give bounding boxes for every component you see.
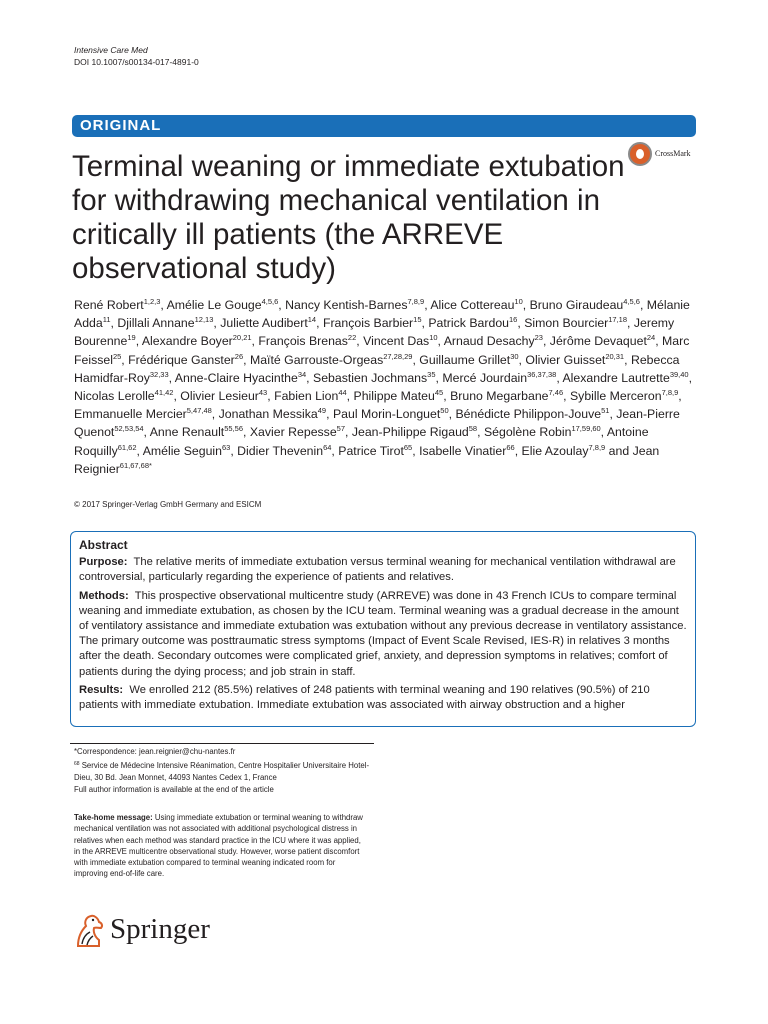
- correspondence-note: [74, 746, 384, 796]
- author-name: Fabien Lion: [274, 389, 339, 404]
- author-affiliation: 17,59,60: [571, 424, 601, 434]
- author-name: Mercé Jourdain: [442, 370, 528, 385]
- author-list: René Robert$^{1,2,3}$, Amélie Le Gouge$^{4,5,6}$, Nancy Kentish-Barnes$^{7,8,9}$, Alice Cottereau$^{10}$, Bruno Giraudeau$^{4,5,6}$, Mélanie Adda$^{11}$, Djillali Annane$^{12,13}$, Juliette Audibert$^{14}$, François Barbier$^{15}$, Patrick Bardou$^{16}$, Simon Bourcier$^{17,18}$, Jeremy Bourenne$^{19}$, Alexandre Boyer$^{20,21}$, François Brenas$^{22}$, Vincent Das$^{10}$, Arnaud Desachy$^{23}$, Jérôme Devaquet$^{24}$, Marc Feissel$^{25}$, Frédérique Ganster$^{26}$, Maïté Garrouste-Orgeas$^{27,28,29}$, Guillaume Grillet$^{30}$, Olivier Guisset$^{20,31}$, Rebecca Hamidfar-Roy$^{32,33}$, Anne-Claire Hyacinthe$^{34}$, Sebastien Jochmans$^{35}$, Mercé Jourdain$^{36,37,38}$, Alexandre Lautrette$^{39,40}$, Nicolas Lerolle$^{41,42}$, Olivier Lesieur$^{43}$, Fabien Lion$^{44}$, Philippe Mateu$^{45}$, Bruno Megarbane$^{7,46}$, Sybille Merceron$^{7,8,9}$, Emmanuelle Mercier$^{5,47,48}$, Jonathan Messika$^{49}$, Paul Morin-Longuet$^{50}$, Bénédicte Philippon-Jouve$^{51}$, Jean-Pierre Quenot$^{52,53,54}$, Anne Renault$^{55,56}$, Xavier Repesse$^{57}$, Jean-Philippe Rigaud$^{58}$, Ségolène Robin$^{17,59,60}$, Antoine Roquilly$^{61,62}$, Amélie Seguin$^{63}$, Didier Thevenin$^{64}$, Patrice Tirot$^{65}$, Isabelle Vinatier$^{66}$, Elie Azoulay$^{7,8,9}$ and Jean Reignier$^{61,67,68*}$: [74, 297, 693, 476]
- author-affiliation: 27,28,29: [383, 351, 413, 361]
- author-name: François Brenas: [258, 334, 348, 349]
- author-affiliation: 32,33: [149, 369, 169, 379]
- author-affiliation: 36,37,38: [527, 369, 557, 379]
- author-affiliation: 17,18: [608, 315, 628, 325]
- author-affiliation: 19: [127, 333, 136, 343]
- takehome-label: Take-home message:: [74, 813, 153, 822]
- author-affiliation: 11: [102, 315, 111, 325]
- author-name: Anne Renault: [149, 425, 225, 440]
- author-affiliation: 7,8,9: [588, 442, 606, 452]
- springer-horse-icon: [72, 912, 106, 948]
- author-affiliation: 20,21: [232, 333, 252, 343]
- author-affiliation: 57: [336, 424, 346, 434]
- doi[interactable]: DOI 10.1007/s00134-017-4891-0: [74, 57, 199, 67]
- article-title: Terminal weaning or immediate extubation for withdrawing mechanical ventilation in critically ill patients (the ARREVE observational study): [72, 150, 625, 285]
- author-affiliation: 23: [534, 333, 543, 343]
- author-name: Antoine Roquilly: [74, 425, 649, 458]
- author-name: Jean-Philippe Rigaud: [351, 425, 469, 440]
- author-name: Jérôme Devaquet: [549, 334, 647, 349]
- article-type-banner: [72, 115, 696, 137]
- author-name: Olivier Guisset: [525, 352, 606, 367]
- journal-header: [74, 44, 199, 68]
- author-affiliation: 65: [403, 442, 413, 452]
- author-name: Emmanuelle Mercier: [74, 407, 187, 422]
- author-name: Nancy Kentish-Barnes: [285, 298, 408, 312]
- author-name: Jean Reignier: [74, 443, 660, 476]
- author-affiliation: 63: [221, 442, 231, 452]
- take-home-message: [74, 812, 364, 880]
- aff-number: 68: [74, 761, 80, 767]
- author-name: Bénédicte Philippon-Jouve: [455, 407, 602, 422]
- author-name: Xavier Repesse: [249, 425, 337, 440]
- author-affiliation: 55,56: [224, 424, 244, 434]
- author-name: Patrice Tirot: [338, 443, 404, 458]
- author-affiliation: 34: [297, 369, 307, 379]
- publisher-name: Springer: [110, 913, 210, 945]
- copyright: © 2017 Springer-Verlag GmbH Germany and ESICM: [74, 500, 262, 509]
- author-affiliation: 41,42: [154, 388, 174, 398]
- author-affiliation: 4,5,6: [261, 297, 279, 306]
- author-name: Alexandre Lautrette: [562, 370, 670, 385]
- author-name: Rebecca Hamidfar-Roy: [74, 352, 680, 385]
- author-affiliation: 4,5,6: [623, 297, 640, 306]
- author-affiliation: 39,40: [669, 369, 689, 379]
- author-affiliation: 61,62: [117, 442, 137, 452]
- author-name: Sebastien Jochmans: [313, 370, 428, 385]
- article-type-label: ORIGINAL: [80, 117, 162, 134]
- abstract-results: [79, 683, 687, 713]
- author-affiliation: 44: [338, 388, 347, 398]
- author-affiliation: 15: [413, 315, 422, 325]
- author-name: Guillaume Grillet: [419, 352, 511, 367]
- author-name: Bruno Megarbane: [450, 389, 549, 404]
- author-name: Jeremy Bourenne: [74, 316, 675, 349]
- author-affiliation: 51: [601, 406, 610, 416]
- abstract-methods: [79, 589, 687, 680]
- author-name: Nicolas Lerolle: [74, 389, 155, 404]
- correspondence-email[interactable]: *Correspondence: jean.reignier@chu-nantes.fr: [74, 747, 236, 756]
- author-name: Amélie Le Gouge: [166, 298, 262, 312]
- author-name: Elie Azoulay: [521, 443, 589, 458]
- abstract-heading: Abstract: [79, 538, 128, 552]
- abstract-purpose: [79, 555, 687, 585]
- author-affiliation: 35: [427, 369, 436, 379]
- author-name: Didier Thevenin: [237, 443, 324, 458]
- author-name: Alexandre Boyer: [141, 334, 233, 349]
- author-affiliation: 50: [440, 406, 449, 416]
- abstract-box: [70, 531, 696, 727]
- author-name: Marc Feissel: [74, 334, 690, 367]
- author-name: Amélie Seguin: [142, 443, 222, 458]
- author-affiliation: 30: [510, 351, 519, 361]
- author-affiliation: 14: [307, 315, 317, 325]
- author-affiliation: 49: [317, 406, 327, 416]
- purpose-label: Purpose:: [79, 556, 128, 569]
- author-name: Paul Morin-Longuet: [332, 407, 441, 422]
- full-author-info: Full author information is available at the end of the article: [74, 785, 274, 794]
- author-name: Sybille Merceron: [569, 389, 662, 404]
- author-name: Bruno Giraudeau: [529, 298, 624, 312]
- results-label: Results:: [79, 683, 124, 696]
- author-affiliation: 20,31: [605, 351, 625, 361]
- author-affiliation: 52,53,54: [114, 424, 144, 434]
- author-affiliation: 45: [434, 388, 444, 398]
- author-name: René Robert: [74, 298, 144, 312]
- author-name: Jonathan Messika: [218, 407, 318, 422]
- author-name: Philippe Mateu: [353, 389, 435, 404]
- author-affiliation: 58: [468, 424, 478, 434]
- results-text: We enrolled 212 (85.5%) relatives of 248 patients with terminal weaning and 190 relatives (90.5%) of 210 patients with immediate extubation. Immediate extubation was associated with airway obstruction and a higher: [79, 683, 650, 712]
- footnote-divider: [70, 743, 374, 744]
- takehome-text: Using immediate extubation or terminal weaning to withdraw mechanical ventilation was not associated with additional psychological distress in relatives when each method was standard practice in the ICU where it was applied, in the ARREVE multicentre observational study. However, worse patient discomfort with immediate extubation compared to terminal weaning indicated room for improving end-of-life care.: [74, 813, 363, 879]
- author-affiliation: 61,67,68*: [119, 460, 152, 470]
- crossmark-label: CrossMark: [655, 149, 691, 158]
- author-name: Simon Bourcier: [524, 316, 609, 331]
- author-affiliation: 7,8,9: [407, 297, 425, 306]
- author-name: François Barbier: [322, 316, 414, 331]
- author-affiliation: 7,8,9: [661, 388, 679, 398]
- purpose-text: The relative merits of immediate extubation versus terminal weaning for mechanical ventilation withdrawal are controversial, particularly regarding the experience of patients and relatives.: [79, 556, 676, 584]
- author-name: Djillali Annane: [117, 316, 195, 331]
- author-affiliation: 64: [323, 442, 332, 452]
- author-conjunction: and: [608, 443, 630, 458]
- author-name: Frédérique Ganster: [128, 352, 235, 367]
- author-name: Anne-Claire Hyacinthe: [174, 370, 298, 385]
- author-name: Juliette Audibert: [220, 316, 308, 331]
- methods-label: Methods:: [79, 589, 129, 602]
- author-affiliation: 24: [646, 333, 656, 343]
- author-affiliation: 26: [234, 351, 244, 361]
- author-name: Olivier Lesieur: [180, 389, 259, 404]
- journal-name: Intensive Care Med: [74, 45, 148, 55]
- author-name: Alice Cottereau: [430, 298, 515, 312]
- author-name: Vincent Das: [363, 334, 430, 349]
- author-name: Mélanie Adda: [74, 298, 690, 331]
- author-name: Arnaud Desachy: [443, 334, 535, 349]
- methods-text: This prospective observational multicentre study (ARREVE) was done in 43 French ICUs to compare terminal weaning and immediate extubation, as chosen by the ICU team. Terminal weaning was a gradual decrease in the amount of ventilatory assistance and immediate extubation was extubation without any previous decrease in ventilatory assistance. The primary outcome was posttraumatic stress symptoms (Impact of Event Scale Revised, IES-R) in relatives 3 months after the death. Secondary outcomes were complicated grief, anxiety, and depression symptoms in relatives; comfort of patients during the dying process; and job strain in staff.: [79, 589, 687, 678]
- author-affiliation: 12,13: [194, 315, 214, 325]
- author-affiliation: 22: [347, 333, 357, 343]
- author-affiliation: 10: [514, 297, 523, 306]
- author-affiliation: 1,2,3: [143, 297, 161, 306]
- author-affiliation: 10: [429, 333, 438, 343]
- author-affiliation: 16: [509, 315, 518, 325]
- crossmark-badge[interactable]: [628, 142, 698, 168]
- author-affiliation: 25: [112, 351, 122, 361]
- author-affiliation: 7,46: [548, 388, 564, 398]
- correspondence-address: [74, 758, 384, 784]
- author-name: Ségolène Robin: [483, 425, 572, 440]
- author-affiliation: 66: [506, 442, 515, 452]
- address-text: Service de Médecine Intensive Réanimation, Centre Hospitalier Universitaire Hotel-Dieu, 30 Bd. Jean Monnet, 44093 Nantes Cedex 1, France: [74, 761, 370, 782]
- author-name: Maïté Garrouste-Orgeas: [249, 352, 384, 367]
- author-name: Isabelle Vinatier: [419, 443, 507, 458]
- author-name: Jean-Pierre Quenot: [74, 407, 680, 440]
- author-affiliation: 5,47,48: [186, 406, 212, 416]
- author-name: Patrick Bardou: [428, 316, 509, 331]
- springer-logo: [72, 912, 222, 948]
- author-affiliation: 43: [258, 388, 268, 398]
